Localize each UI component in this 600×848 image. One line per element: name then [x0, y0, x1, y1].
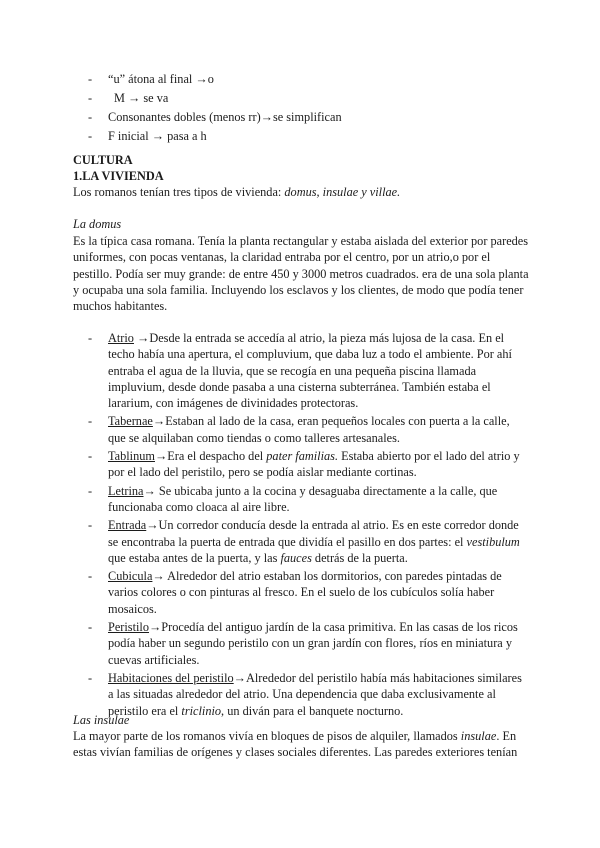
list-item: [88, 89, 342, 108]
room-description: → Se ubicaba junto a la cocina y desaguaba directamente a la calle, que funcionaba como cloaca al aire libre.: [108, 483, 498, 514]
room-description: vestibulum: [466, 534, 520, 549]
list-item: [88, 127, 342, 146]
list-item-text: “u” átona al final →o: [108, 72, 214, 86]
insulae-text-end: . En estas vivían familias de orígenes y clases sociales diferentes. Las paredes exteriores tenían: [73, 729, 518, 760]
list-dash: -: [88, 483, 93, 498]
room-description: triclinio: [181, 703, 222, 718]
insulae-text: La mayor parte de los romanos vivía en bloques de pisos de alquiler, llamados: [73, 729, 461, 743]
list-dash: -: [88, 331, 93, 345]
list-dash: -: [88, 129, 93, 143]
list-item: [88, 483, 530, 516]
list-dash: -: [88, 414, 93, 429]
room-term: Cubicula: [108, 569, 153, 584]
list-item: [88, 330, 530, 411]
list-dash: -: [88, 670, 93, 685]
list-item-text: Consonantes dobles (menos rr)→se simplifican: [108, 110, 342, 124]
phonetic-rules-list: [88, 70, 342, 146]
room-description: →Procedía del antiguo jardín de la casa primitiva. En las casas de los ricos podía haber un segundo peristilo con un gran jardín con flores, ríos en miniatura y cuevas artificiales.: [108, 620, 518, 667]
list-item: [88, 413, 530, 446]
insulae-term: insulae: [460, 729, 497, 743]
room-description: → Alrededor del atrio estaban los dormitorios, con paredes pintadas de varios colores o con pinturas al fresco. En el suelo de los cubículos solía haber mosaicos.: [108, 569, 502, 616]
domus-paragraph: Es la típica casa romana. Tenía la planta rectangular y estaba aislada del exterior por paredes uniformes, con pocas ventanas, la claridad entraba por el centro, por un atrio,o por el pestillo. Podía ser muy grande: de entre 450 y 3000 metros cuadrados. era de una sola planta y ocupaba una sola familia. Incluyendo los esclavos y los clientes, de modo que podía tener muchos habitantes.: [73, 234, 529, 314]
room-term: Peristilo: [108, 620, 149, 635]
room-term: Atrio: [108, 331, 134, 345]
insulae-paragraph: [73, 728, 529, 761]
list-item-text: M → se va: [114, 91, 169, 105]
room-term: Letrina: [108, 483, 144, 498]
list-dash: -: [88, 72, 93, 86]
list-item: [88, 70, 342, 89]
room-description: fauces: [280, 550, 312, 565]
list-dash: -: [88, 110, 93, 124]
room-description: pater familias.: [266, 449, 339, 464]
room-description: que estaba antes de la puerta, y las: [108, 550, 281, 565]
list-dash: -: [88, 569, 93, 584]
list-item: [88, 568, 530, 617]
list-dash: -: [88, 620, 93, 635]
list-dash: -: [88, 449, 93, 464]
room-description: →Un corredor conducía desde la entrada al atrio. Es en este corredor donde se encontraba la puerta de entrada que dividía el pasillo en dos partes: el: [108, 518, 519, 549]
list-item: [88, 619, 530, 668]
room-description: →Desde la entrada se accedía al atrio, la pieza más lujosa de la casa. En el techo había una apertura, el compluvium, que daba luz a todo el ambiente. Por ahí entraba el agua de la lluvia, que se recogía en una pequeña piscina llamada impluvium, desde donde pasaba a una cisterna subterránea. También estaba el lararium, con imágenes de divinidades protectoras.: [108, 331, 512, 411]
list-item: [88, 517, 530, 566]
domus-rooms-list: [88, 330, 530, 721]
list-item: [88, 108, 342, 127]
intro-paragraph: [73, 184, 529, 200]
intro-text: Los romanos tenían tres tipos de vivienda:: [73, 185, 285, 199]
list-item: [88, 670, 530, 719]
room-term: Habitaciones del peristilo: [108, 670, 234, 685]
list-dash: -: [88, 518, 93, 533]
room-term: Tabernae: [108, 414, 153, 429]
section-heading: 1.LA VIVIENDA: [73, 169, 164, 183]
list-dash: -: [88, 91, 93, 105]
room-description: →Era el despacho del: [154, 449, 267, 464]
list-item: [88, 448, 530, 481]
list-item-text: F inicial → pasa a h: [108, 129, 207, 143]
room-description: detrás de la puerta.: [311, 550, 408, 565]
room-description: Estaba abierto por el lado del atrio y por el lado del peristilo, pero se podía aislar mediante cortinas.: [108, 449, 520, 480]
room-description: →Estaban al lado de la casa, eran pequeños locales con puerta a la calle, que se alquilaban como tiendas o como talleres artesanales.: [108, 414, 510, 445]
intro-types: domus, insulae y villae.: [284, 185, 401, 199]
insulae-subheading: Las insulae: [73, 713, 130, 727]
room-description: , un diván para el banquete nocturno.: [221, 703, 404, 718]
room-description: →Alrededor del peristilo había más habitaciones similares a las situadas alrededor del atrio. Una dependencia que daba exclusivamente al peristilo era el: [108, 670, 522, 718]
culture-heading: CULTURA: [73, 153, 133, 167]
room-term: Tablinum: [108, 449, 155, 464]
domus-subheading: La domus: [73, 217, 122, 231]
room-term: Entrada: [108, 518, 147, 533]
